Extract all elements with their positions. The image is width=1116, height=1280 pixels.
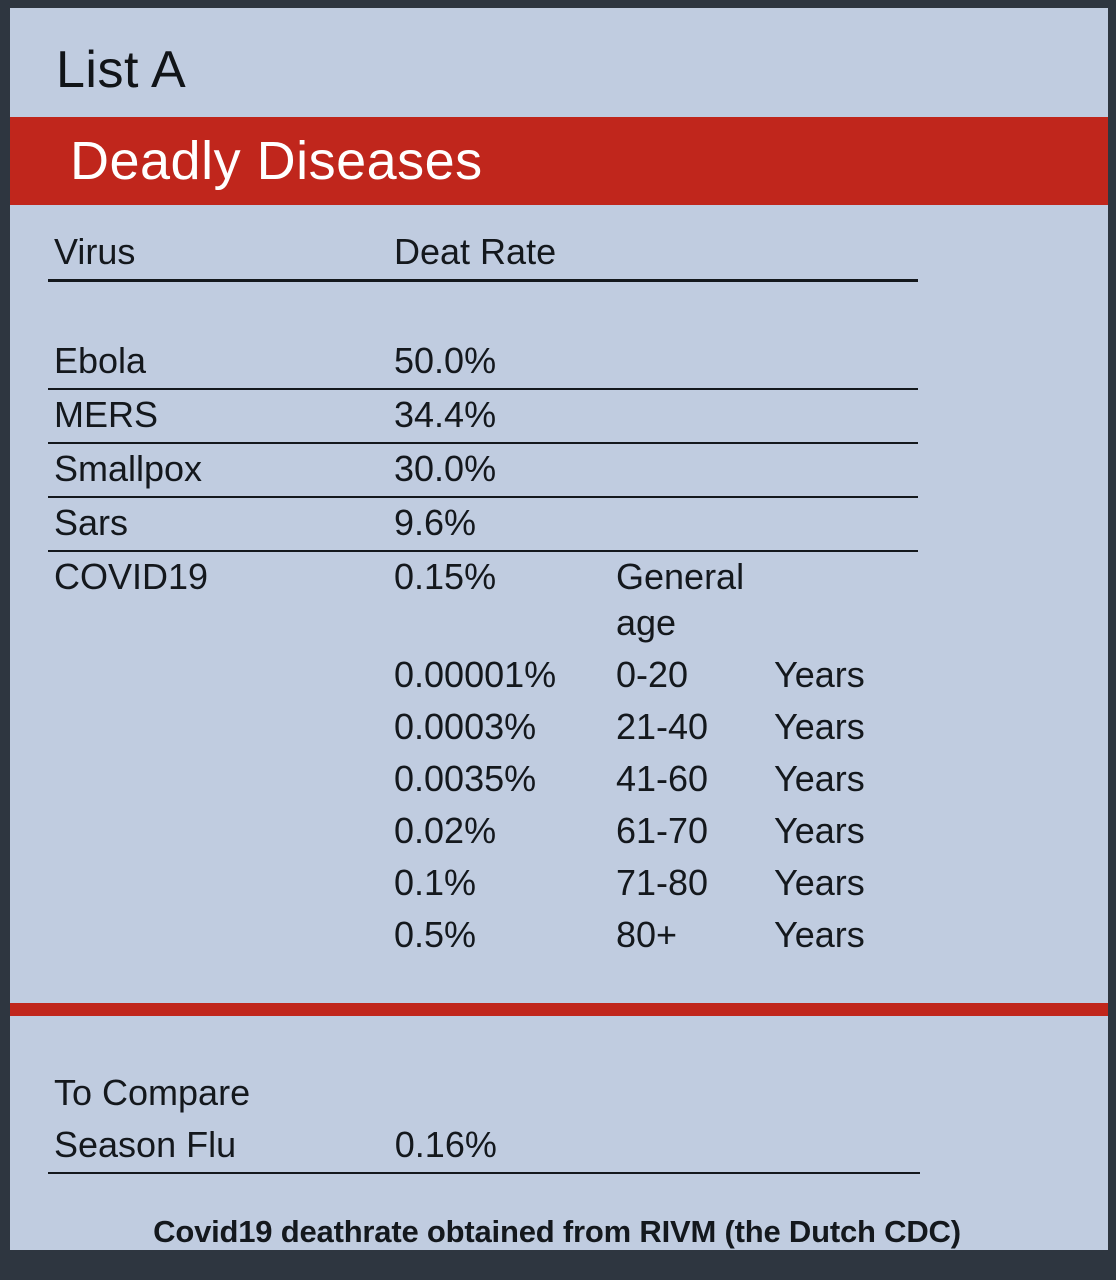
table-row bbox=[48, 443, 918, 497]
age-unit bbox=[768, 497, 918, 551]
banner bbox=[10, 117, 1108, 204]
virus-name-covid: COVID19 bbox=[54, 555, 209, 597]
table-row bbox=[48, 336, 918, 389]
table-row-covid-age bbox=[48, 910, 918, 962]
death-rate-value: 0.1% bbox=[394, 862, 477, 904]
death-rate-value: 0.00001% bbox=[394, 654, 557, 696]
age-unit: Years bbox=[774, 862, 865, 904]
source-footnote: Covid19 deathrate obtained from RIVM (the Dutch CDC) bbox=[153, 1214, 961, 1249]
virus-name: Season Flu bbox=[48, 1120, 389, 1173]
red-divider bbox=[10, 1003, 1108, 1016]
banner-title: Deadly Diseases bbox=[70, 130, 483, 191]
table-row-covid-age bbox=[48, 806, 918, 858]
table-row bbox=[48, 497, 918, 551]
death-rate-value: 0.5% bbox=[394, 914, 477, 956]
age-group: 21-40 bbox=[616, 706, 709, 748]
age-group bbox=[610, 389, 768, 443]
disease-table bbox=[48, 227, 918, 963]
table-row-covid-age bbox=[48, 858, 918, 910]
spacer-row bbox=[48, 280, 918, 336]
table-row-covid-age bbox=[48, 754, 918, 806]
disease-table-area bbox=[10, 205, 1108, 963]
age-group bbox=[610, 497, 768, 551]
column-header-blank-unit bbox=[768, 227, 918, 281]
death-rate-value: 9.6% bbox=[388, 497, 610, 551]
virus-name: Sars bbox=[48, 497, 388, 551]
age-unit bbox=[768, 443, 918, 497]
age-unit: Years bbox=[774, 654, 865, 696]
death-rate-value: 30.0% bbox=[388, 443, 610, 497]
age-group: 41-60 bbox=[616, 758, 709, 800]
death-rate-value: 0.02% bbox=[394, 810, 497, 852]
age-unit: Years bbox=[774, 810, 865, 852]
death-rate-value: 0.0035% bbox=[394, 758, 537, 800]
age-group: 80+ bbox=[616, 914, 678, 956]
virus-name: MERS bbox=[48, 389, 388, 443]
compare-heading: To Compare bbox=[54, 1071, 251, 1113]
compare-table bbox=[48, 1068, 920, 1174]
age-unit bbox=[768, 389, 918, 443]
age-group bbox=[610, 443, 768, 497]
death-rate-value: 0.15% bbox=[394, 555, 497, 597]
column-header-death-rate: Deat Rate bbox=[388, 227, 610, 281]
age-group bbox=[610, 336, 768, 389]
compare-row-flu bbox=[48, 1120, 920, 1173]
table-row-covid bbox=[48, 551, 918, 650]
table-row-covid-age bbox=[48, 650, 918, 702]
page-title: List A bbox=[56, 41, 187, 99]
virus-name: Smallpox bbox=[48, 443, 388, 497]
age-group: General age bbox=[616, 555, 745, 643]
age-unit: Years bbox=[774, 706, 865, 748]
compare-section bbox=[48, 1068, 1108, 1174]
death-rate-value: 0.16% bbox=[389, 1120, 612, 1173]
table-row-covid-age bbox=[48, 702, 918, 754]
column-header-blank-age bbox=[610, 227, 768, 281]
age-unit bbox=[768, 551, 918, 650]
column-header-virus: Virus bbox=[48, 227, 388, 281]
age-unit: Years bbox=[774, 758, 865, 800]
age-group: 0-20 bbox=[616, 654, 689, 696]
age-unit: Years bbox=[774, 914, 865, 956]
age-unit bbox=[768, 336, 918, 389]
table-header-row bbox=[48, 227, 918, 281]
death-rate-value: 0.0003% bbox=[394, 706, 537, 748]
death-rate-value: 50.0% bbox=[388, 336, 610, 389]
death-rate-value: 34.4% bbox=[388, 389, 610, 443]
table-row bbox=[48, 389, 918, 443]
virus-name: Ebola bbox=[48, 336, 388, 389]
compare-heading-row bbox=[48, 1068, 920, 1120]
age-group: 61-70 bbox=[616, 810, 709, 852]
age-group: 71-80 bbox=[616, 862, 709, 904]
